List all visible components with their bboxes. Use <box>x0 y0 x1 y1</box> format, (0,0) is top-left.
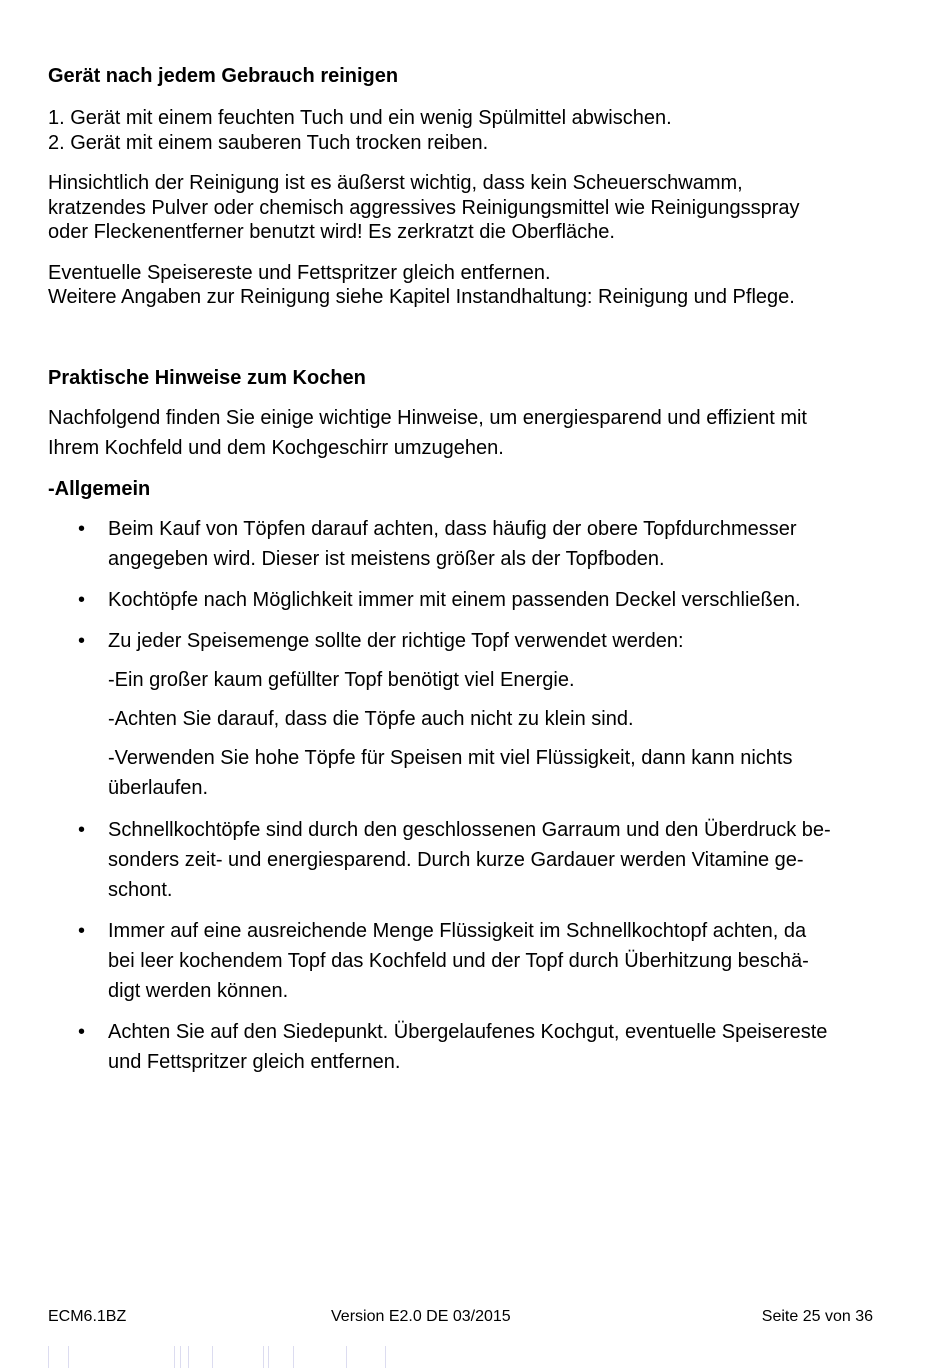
bullet-icon: • <box>78 517 86 540</box>
bullet-icon: • <box>78 629 86 652</box>
warning-line: oder Fleckenentferner benutzt wird! Es zerkratzt die Oberfläche. <box>48 221 615 243</box>
warning-line: Hinsichtlich der Reinigung ist es äußerst wichtig, dass kein Scheuerschwamm, <box>48 172 743 194</box>
cleaning-note <box>48 261 893 310</box>
document-page <box>48 62 893 1088</box>
list-item: • Kochtöpfe nach Möglichkeit immer mit einem passenden Deckel verschließen. <box>48 585 893 615</box>
sub-item: -Ein großer kaum gefüllter Topf benötigt viel Energie. <box>108 668 575 691</box>
warning-line: kratzendes Pulver oder chemisch aggressives Reinigungsmittel wie Reinigungsspray <box>48 196 800 219</box>
bullet-icon: • <box>78 1020 86 1043</box>
list-item: • Immer auf eine ausreichende Menge Flüssigkeit im Schnellkochtopf achten, da bei leer kochendem Topf das Kochfeld und der Topf durch Überhitzung beschä- digt werden können. <box>48 916 893 1006</box>
bullet-icon: • <box>78 818 86 841</box>
footer-page-number: Seite 25 von 36 <box>761 1308 873 1325</box>
section-heading-cooking: Praktische Hinweise zum Kochen <box>48 366 366 389</box>
intro-line: Nachfolgend finden Sie einige wichtige Hinweise, um energiesparend und effizient mit <box>48 406 807 429</box>
sub-item: -Achten Sie darauf, dass die Töpfe auch nicht zu klein sind. <box>108 707 634 730</box>
subheading-general: -Allgemein <box>48 477 151 500</box>
list-item: • Achten Sie auf den Siedepunkt. Übergelaufenes Kochgut, eventuelle Speisereste und Fettspritzer gleich entfernen. <box>48 1017 893 1077</box>
footer-model: ECM6.1BZ <box>48 1308 127 1325</box>
cleaning-warning <box>48 171 893 245</box>
tips-list <box>48 514 893 656</box>
section-heading-cleaning: Gerät nach jedem Gebrauch reinigen <box>48 65 399 87</box>
bullet-icon: • <box>78 919 86 942</box>
intro-line: Ihrem Kochfeld und dem Kochgeschirr umzugehen. <box>48 436 504 459</box>
note-line: Weitere Angaben zur Reinigung siehe Kapitel Instandhaltung: Reinigung und Pflege. <box>48 286 795 308</box>
cleaning-step-2: 2. Gerät mit einem sauberen Tuch trocken reiben. <box>48 131 489 154</box>
bullet-icon: • <box>78 588 86 611</box>
tips-list-continued <box>48 815 893 1077</box>
list-item: • Zu jeder Speisemenge sollte der richtige Topf verwendet werden: <box>48 626 893 656</box>
note-line: Eventuelle Speisereste und Fettspritzer gleich entfernen. <box>48 261 551 284</box>
cleaning-step-1: 1. Gerät mit einem feuchten Tuch und ein wenig Spülmittel abwischen. <box>48 107 672 129</box>
cooking-tips-section <box>48 364 893 1077</box>
scan-artifact-lines <box>48 1346 408 1370</box>
sub-item: -Verwenden Sie hohe Töpfe für Speisen mit viel Flüssigkeit, dann kann nichts überlaufen. <box>108 746 793 799</box>
list-item: • Schnellkochtöpfe sind durch den geschlossenen Garraum und den Überdruck be- sonders zeit- und energiesparend. Durch kurze Gardauer werden Vitamine ge- schont. <box>48 815 893 905</box>
footer-version: Version E2.0 DE 03/2015 <box>331 1308 511 1325</box>
list-item: • Beim Kauf von Töpfen darauf achten, dass häufig der obere Topfdurchmesser angegeben wird. Dieser ist meistens größer als der Topfboden. <box>48 514 893 574</box>
